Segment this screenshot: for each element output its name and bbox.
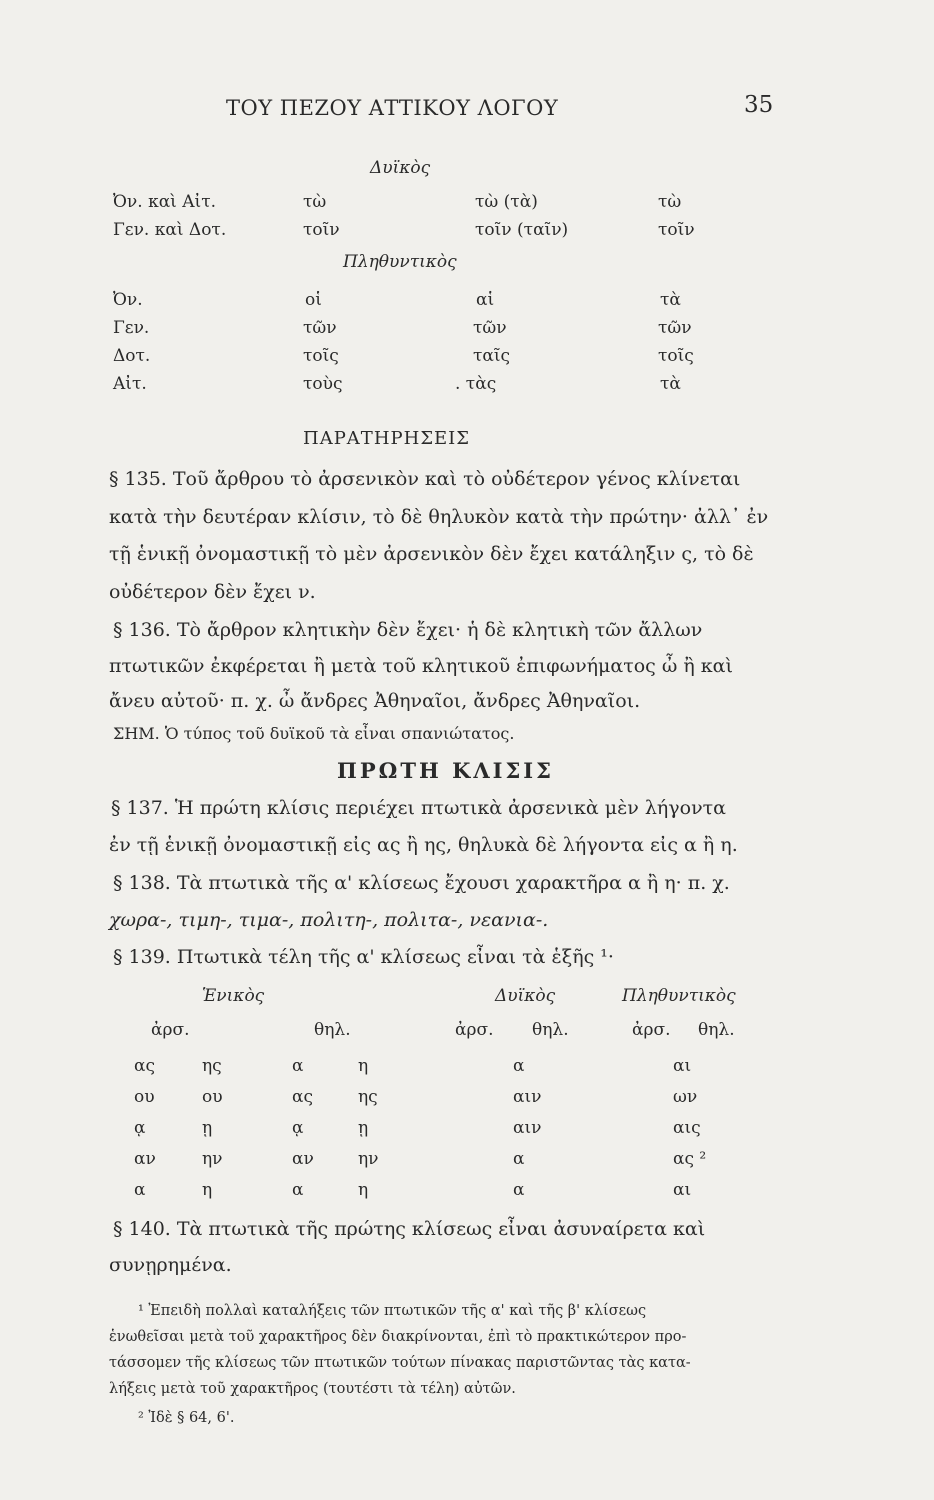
table-cell: αἱ <box>476 290 495 310</box>
paragraph-135-line: § 135. Τοῦ ἄρθρου τὸ ἀρσενικὸν καὶ τὸ οὐδέτερον γένος κλίνεται <box>109 468 741 490</box>
endings-cell: α <box>513 1180 525 1200</box>
paragraph-135-line: κατὰ τὴν δευτέραν κλίσιν, τὸ δὲ θηλυκὸν κατὰ τὴν πρώτην· ἀλλ᾽ ἐν <box>109 506 769 528</box>
page-number: 35 <box>744 92 774 118</box>
table-cell: τὼ (τὰ) <box>475 192 538 212</box>
paragraph-136-line: ἄνευ αὐτοῦ· π. χ. ὦ ἄνδρες Ἀθηναῖοι, ἄνδρες Ἀθηναῖοι. <box>109 690 641 712</box>
endings-cell: αιν <box>513 1118 542 1138</box>
endings-subheading: ἀρσ. <box>632 1020 671 1040</box>
endings-cell: αιν <box>513 1087 542 1107</box>
endings-cell: η <box>202 1180 213 1200</box>
endings-cell: αν <box>292 1149 314 1169</box>
paragraph-135-line: τῇ ἑνικῇ ὀνομαστικῇ τὸ μὲν ἀρσενικὸν δὲν ἔχει κατάληξιν ς, τὸ δὲ <box>109 543 754 565</box>
paragraph-139: § 139. Πτωτικὰ τέλη τῆς α' κλίσεως εἶναι τὰ ἑξῆς ¹· <box>113 946 614 968</box>
table-cell: τοῖν <box>658 220 695 240</box>
table-cell: τῶν <box>473 318 507 338</box>
table-cell: . τὰς <box>455 374 497 394</box>
table-cell: ταῖς <box>473 346 511 366</box>
endings-cell: α <box>292 1180 304 1200</box>
table-cell: τῶν <box>303 318 337 338</box>
paragraph-140-line: § 140. Τὰ πτωτικὰ τῆς πρώτης κλίσεως εἶναι ἀσυναίρετα καὶ <box>113 1218 706 1240</box>
paragraph-138-line: § 138. Τὰ πτωτικὰ τῆς α' κλίσεως ἔχουσι χαρακτῆρα α ἢ η· π. χ. <box>113 872 730 894</box>
endings-cell: α <box>513 1056 525 1076</box>
endings-cell: ην <box>202 1149 223 1169</box>
endings-subheading: θηλ. <box>698 1020 735 1040</box>
paragraph-140-line: συνῃρημένα. <box>109 1254 232 1276</box>
endings-cell: ου <box>134 1087 155 1107</box>
table-cell: Αἰτ. <box>113 374 147 394</box>
table-cell: τοῖς <box>303 346 339 366</box>
endings-cell: ην <box>358 1149 379 1169</box>
paragraph-138-line: χωρα-, τιμη-, τιμα-, πολιτη-, πολιτα-, νεανια-. <box>109 909 549 931</box>
table-cell: Ὀν. <box>113 290 143 310</box>
table-cell: Γεν. καὶ Δοτ. <box>113 220 227 240</box>
endings-cell: ης <box>202 1056 222 1076</box>
paragraph-136-line: § 136. Τὸ ἄρθρον κλητικὴν δὲν ἔχει· ἡ δὲ κλητικὴ τῶν ἄλλων <box>113 619 703 641</box>
table-cell: τὰ <box>660 374 681 394</box>
endings-cell: αν <box>134 1149 156 1169</box>
footnote-line: λήξεις μετὰ τοῦ χαρακτῆρος (τουτέστι τὰ τέλη) αὐτῶν. <box>109 1381 516 1397</box>
endings-cell: ας ² <box>673 1149 707 1169</box>
endings-cell: η <box>358 1056 369 1076</box>
endings-cell: η <box>358 1180 369 1200</box>
paragraph-135-line: οὐδέτερον δὲν ἔχει ν. <box>109 581 316 603</box>
paragraph-136-line: πτωτικῶν ἐκφέρεται ἢ μετὰ τοῦ κλητικοῦ ἐπιφωνήματος ὦ ἢ καὶ <box>109 655 733 677</box>
table-cell: τοῖς <box>658 346 694 366</box>
endings-cell: αι <box>673 1180 692 1200</box>
footnote-line: ² Ἰδὲ § 64, 6'. <box>138 1410 235 1426</box>
endings-cell: ας <box>134 1056 156 1076</box>
endings-subheading: θηλ. <box>314 1020 351 1040</box>
endings-cell: α <box>292 1056 304 1076</box>
table-cell: τοῖν <box>303 220 340 240</box>
first-declension-heading: ΠΡΩΤΗ ΚΛΙΣΙΣ <box>337 758 554 783</box>
footnote-line: ¹ Ἐπειδὴ πολλαὶ καταλήξεις τῶν πτωτικῶν τῆς α' καὶ τῆς β' κλίσεως <box>138 1303 647 1319</box>
table-cell: τὼ <box>658 192 682 212</box>
running-header: ΤΟΥ ΠΕΖΟΥ ΑΤΤΙΚΟΥ ΛΟΓΟΥ <box>226 96 559 120</box>
table-cell: Ὀν. καὶ Αἰτ. <box>113 192 217 212</box>
footnote-line: ἑνωθεῖσαι μετὰ τοῦ χαρακτῆρος δὲν διακρίνονται, ἐπὶ τὸ πρακτικώτερον προ- <box>109 1329 687 1345</box>
table-cell: τοὺς <box>303 374 343 394</box>
endings-cell: ῃ <box>202 1118 213 1138</box>
paragraph-137-line: ἐν τῇ ἑνικῇ ὀνομαστικῇ εἰς ας ἢ ης, θηλυκὰ δὲ λήγοντα εἰς α ἢ η. <box>109 834 738 856</box>
table-cell: Δοτ. <box>113 346 151 366</box>
endings-cell: ῃ <box>358 1118 369 1138</box>
endings-cell: ου <box>202 1087 223 1107</box>
table-cell: τοῖν (ταῖν) <box>475 220 569 240</box>
table-cell: τῶν <box>658 318 692 338</box>
footnote-line: τάσσομεν τῆς κλίσεως τῶν πτωτικῶν τούτων πίνακας παριστῶντας τὰς κατα- <box>109 1355 691 1371</box>
endings-cell: αι <box>673 1056 692 1076</box>
plural-heading: Πληθυντικὸς <box>343 252 457 272</box>
note: ΣΗΜ. Ὁ τύπος τοῦ δυϊκοῦ τὰ εἶναι σπανιώτατος. <box>113 724 515 743</box>
paragraph-137-line: § 137. Ἡ πρώτη κλίσις περιέχει πτωτικὰ ἀρσενικὰ μὲν λήγοντα <box>111 797 726 819</box>
endings-subheading: ἀρσ. <box>455 1020 494 1040</box>
endings-subheading: θηλ. <box>532 1020 569 1040</box>
endings-cell: ας <box>292 1087 314 1107</box>
table-cell: Γεν. <box>113 318 150 338</box>
endings-cell: α <box>513 1149 525 1169</box>
table-cell: τὰ <box>660 290 681 310</box>
endings-cell: ᾳ <box>134 1118 146 1138</box>
endings-heading-plural: Πληθυντικὸς <box>622 986 736 1006</box>
observations-heading: ΠΑΡΑΤΗΡΗΣΕΙΣ <box>303 428 471 449</box>
table-cell: οἱ <box>305 290 322 310</box>
endings-cell: ων <box>673 1087 698 1107</box>
dual-heading: Δυϊκὸς <box>370 158 431 178</box>
endings-heading-dual: Δυϊκὸς <box>495 986 556 1006</box>
endings-cell: αις <box>673 1118 701 1138</box>
endings-subheading: ἀρσ. <box>151 1020 190 1040</box>
endings-cell: ης <box>358 1087 378 1107</box>
endings-cell: α <box>134 1180 146 1200</box>
endings-heading-singular: Ἑνικὸς <box>202 986 265 1006</box>
endings-cell: ᾳ <box>292 1118 304 1138</box>
table-cell: τὼ <box>303 192 327 212</box>
